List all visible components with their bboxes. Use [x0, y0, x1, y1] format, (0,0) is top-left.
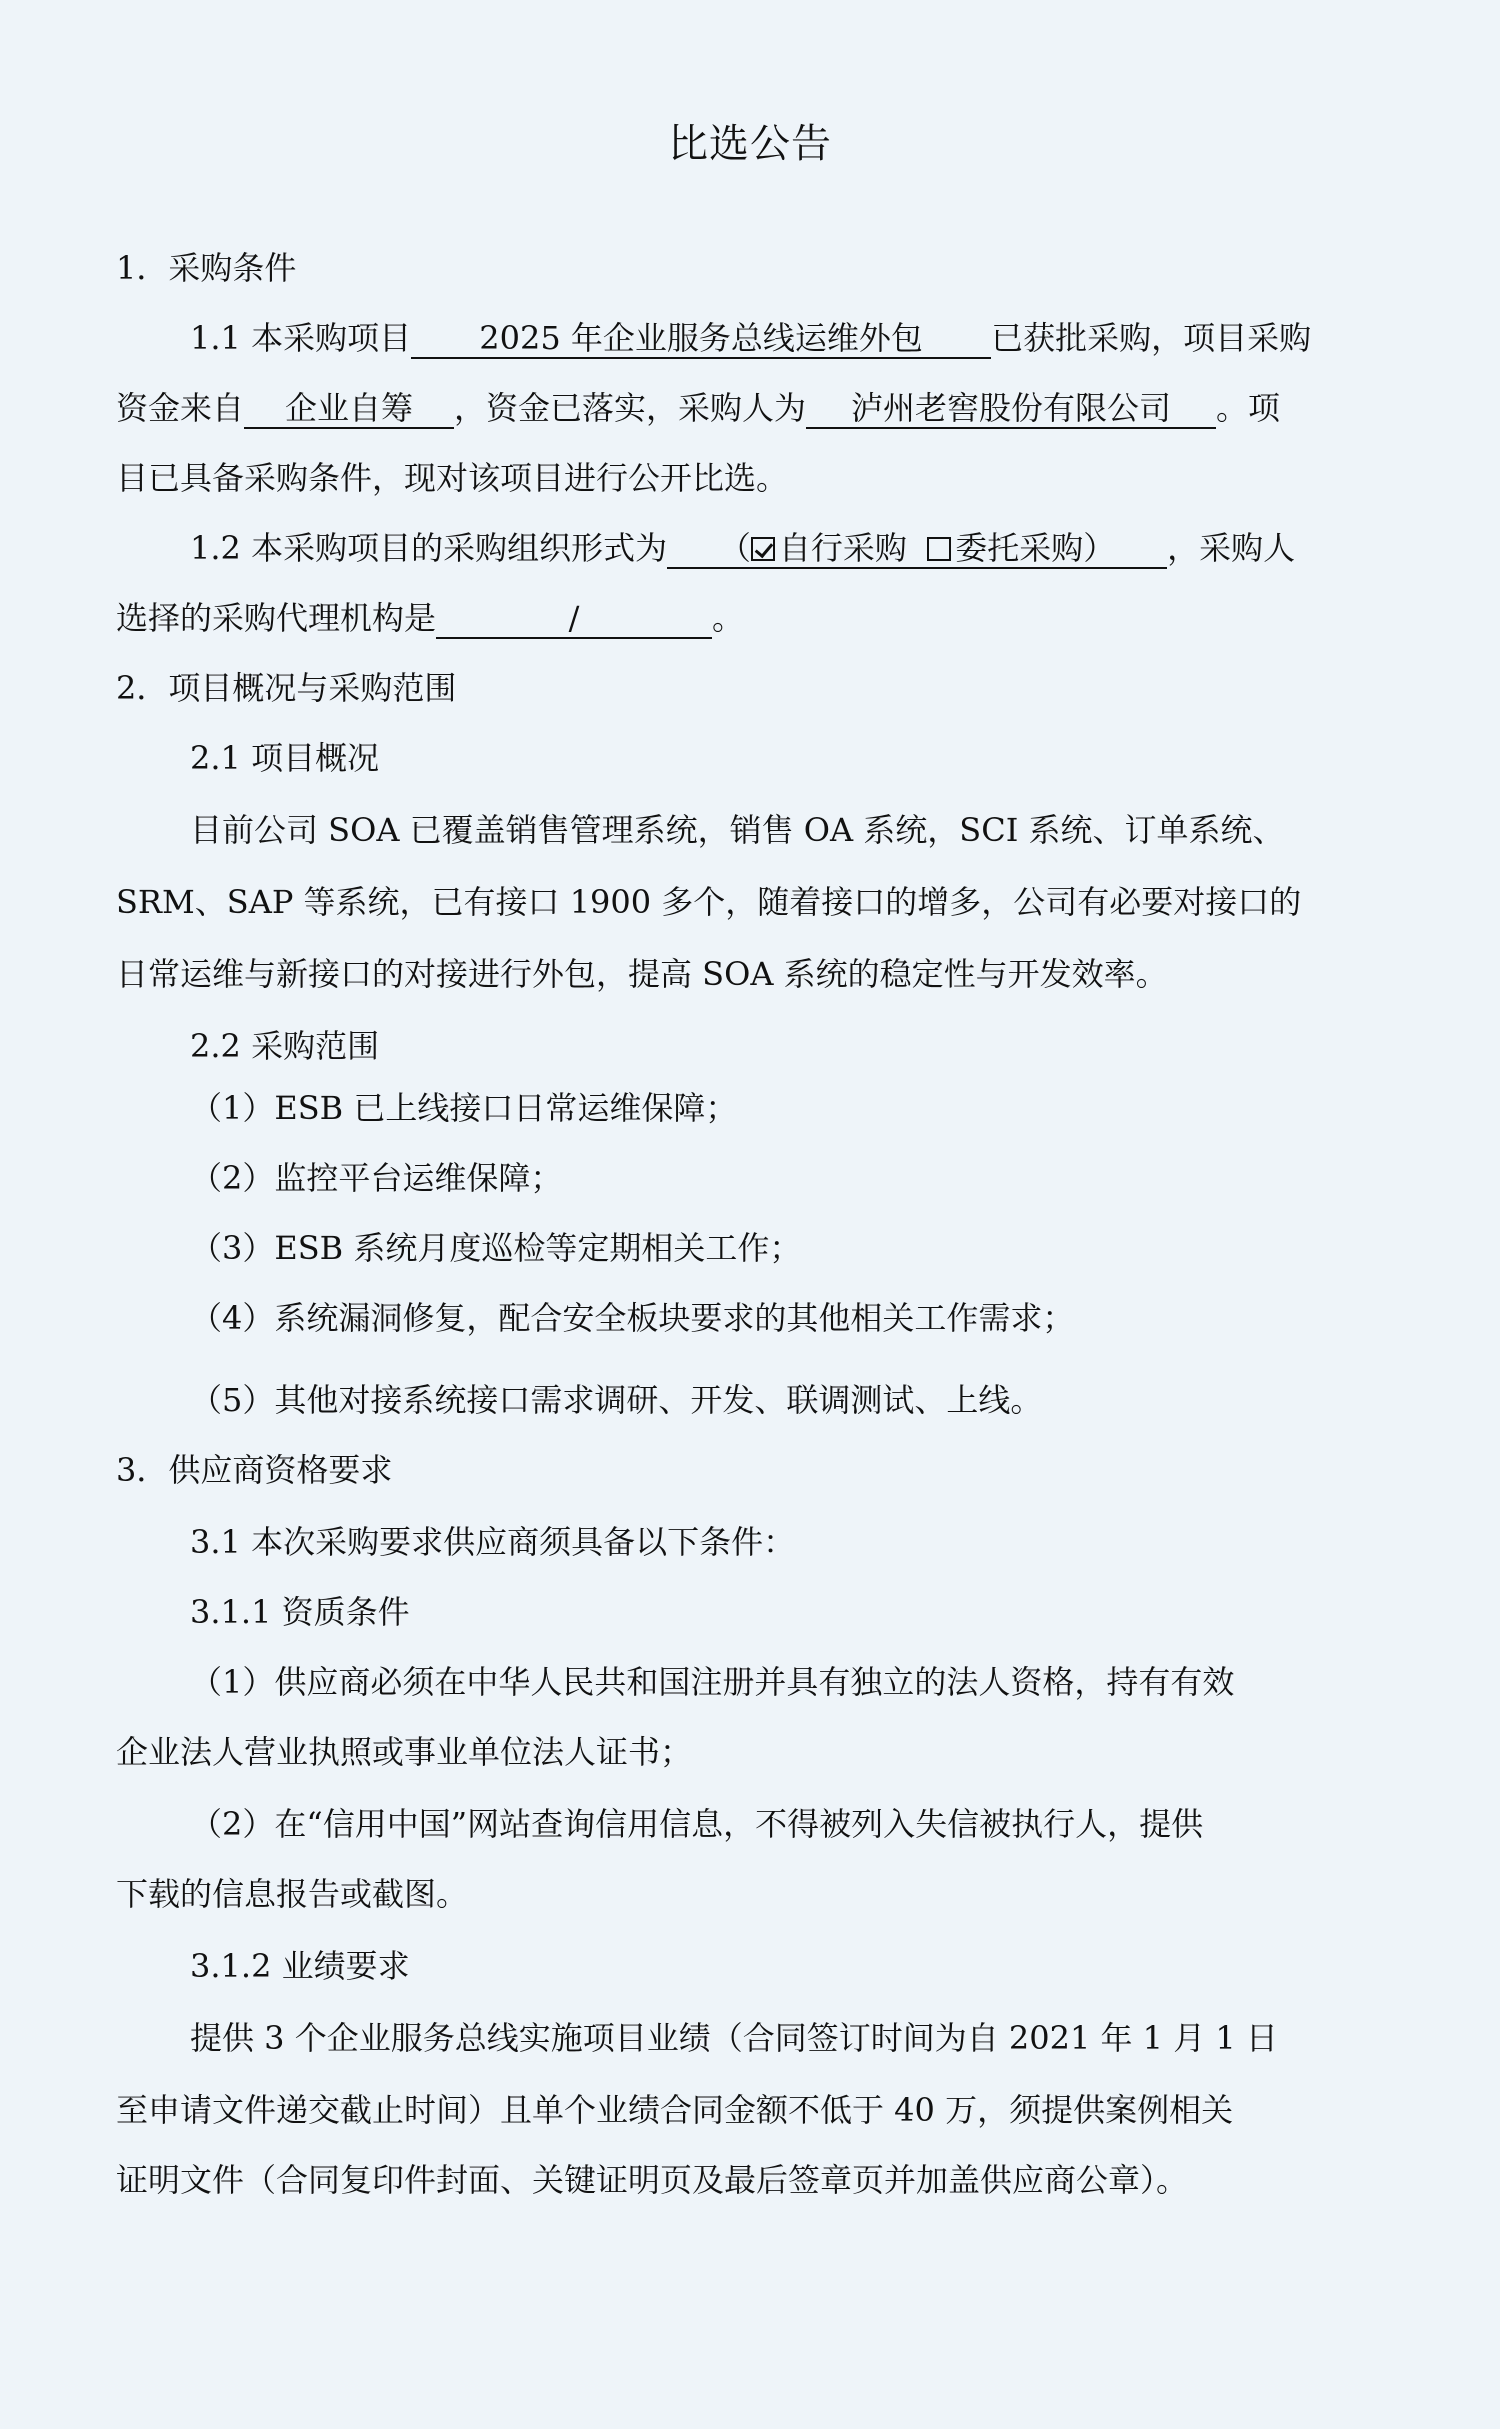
buyer-label: ，资金已落实，采购人为	[454, 389, 807, 427]
qualification-2-line-2: 下载的信息报告或截图。	[116, 1875, 469, 1913]
para-1-1-line-2	[116, 386, 1280, 430]
subsection-3-1-heading: 3.1 本次采购要求供应商须具备以下条件：	[190, 1523, 796, 1561]
qualification-1-line-2: 企业法人营业执照或事业单位法人证书；	[116, 1733, 693, 1771]
fund-source-label: 资金来自	[116, 389, 245, 427]
qualification-2-line-1: （2）在“信用中国”网站查询信用信息，不得被列入失信被执行人，提供	[190, 1805, 1204, 1843]
fund-source-field: 企业自筹	[244, 389, 454, 429]
procurement-form-field	[667, 529, 1167, 569]
para-1-2-suffix: ，采购人	[1167, 529, 1296, 567]
paren-open: （	[718, 529, 751, 567]
checked-box-icon	[751, 537, 775, 561]
scope-item-1: （1）ESB 已上线接口日常运维保障；	[190, 1089, 738, 1127]
unchecked-box-icon	[927, 537, 951, 561]
agent-label: 选择的采购代理机构是	[116, 599, 437, 637]
page-title: 比选公告	[668, 121, 832, 167]
performance-line-1: 提供 3 个企业服务总线实施项目业绩（合同签订时间为自 2021 年 1 月 1 日	[190, 2019, 1278, 2057]
para-1-1-line-3: 目已具备采购条件，现对该项目进行公开比选。	[116, 459, 789, 497]
option-entrusted-procure: 委托采购	[955, 529, 1084, 567]
para-1-2-line-1	[190, 526, 1295, 570]
subsection-2-1-heading: 2.1 项目概况	[190, 739, 380, 777]
paren-close: ）	[1083, 529, 1116, 567]
scope-item-3: （3）ESB 系统月度巡检等定期相关工作；	[190, 1229, 802, 1267]
scope-item-4: （4）系统漏洞修复，配合安全板块要求的其他相关工作需求；	[190, 1299, 1075, 1337]
project-name-field: 2025 年企业服务总线运维外包	[411, 319, 991, 359]
para-1-2-prefix: 1.2 本采购项目的采购组织形式为	[190, 529, 668, 567]
para-1-1-suffix: 已获批采购，项目采购	[991, 319, 1312, 357]
para-1-1-tail: 。项	[1216, 389, 1281, 427]
section-2-heading: 2．项目概况与采购范围	[116, 669, 457, 707]
agent-field: /	[436, 599, 712, 639]
overview-line-3: 日常运维与新接口的对接进行外包，提高 SOA 系统的稳定性与开发效率。	[116, 955, 1168, 993]
performance-line-3: 证明文件（合同复印件封面、关键证明页及最后签章页并加盖供应商公章）。	[116, 2161, 1189, 2199]
section-1-heading: 1．采购条件	[116, 249, 297, 287]
performance-line-2: 至申请文件递交截止时间）且单个业绩合同金额不低于 40 万，须提供案例相关	[116, 2091, 1234, 2129]
section-3-heading: 3．供应商资格要求	[116, 1451, 393, 1489]
para-1-2-line-2	[116, 596, 744, 640]
subsection-2-2-heading: 2.2 采购范围	[190, 1027, 380, 1065]
para-1-1-prefix: 1.1 本采购项目	[190, 319, 412, 357]
buyer-field: 泸州老窖股份有限公司	[806, 389, 1216, 429]
qualification-1-line-1: （1）供应商必须在中华人民共和国注册并具有独立的法人资格，持有有效	[190, 1663, 1235, 1701]
overview-line-1: 目前公司 SOA 已覆盖销售管理系统，销售 OA 系统，SCI 系统、订单系统、	[190, 811, 1285, 849]
overview-line-2: SRM、SAP 等系统，已有接口 1900 多个，随着接口的增多，公司有必要对接口的	[116, 883, 1302, 921]
option-self-procure: 自行采购	[778, 529, 907, 567]
scope-item-2: （2）监控平台运维保障；	[190, 1159, 563, 1197]
scope-item-5: （5）其他对接系统接口需求调研、开发、联调测试、上线。	[190, 1381, 1043, 1419]
subsection-3-1-1-heading: 3.1.1 资质条件	[190, 1593, 410, 1631]
para-1-2-tail: 。	[712, 599, 745, 637]
para-1-1-line-1	[190, 316, 1311, 360]
subsection-3-1-2-heading: 3.1.2 业绩要求	[190, 1947, 410, 1985]
